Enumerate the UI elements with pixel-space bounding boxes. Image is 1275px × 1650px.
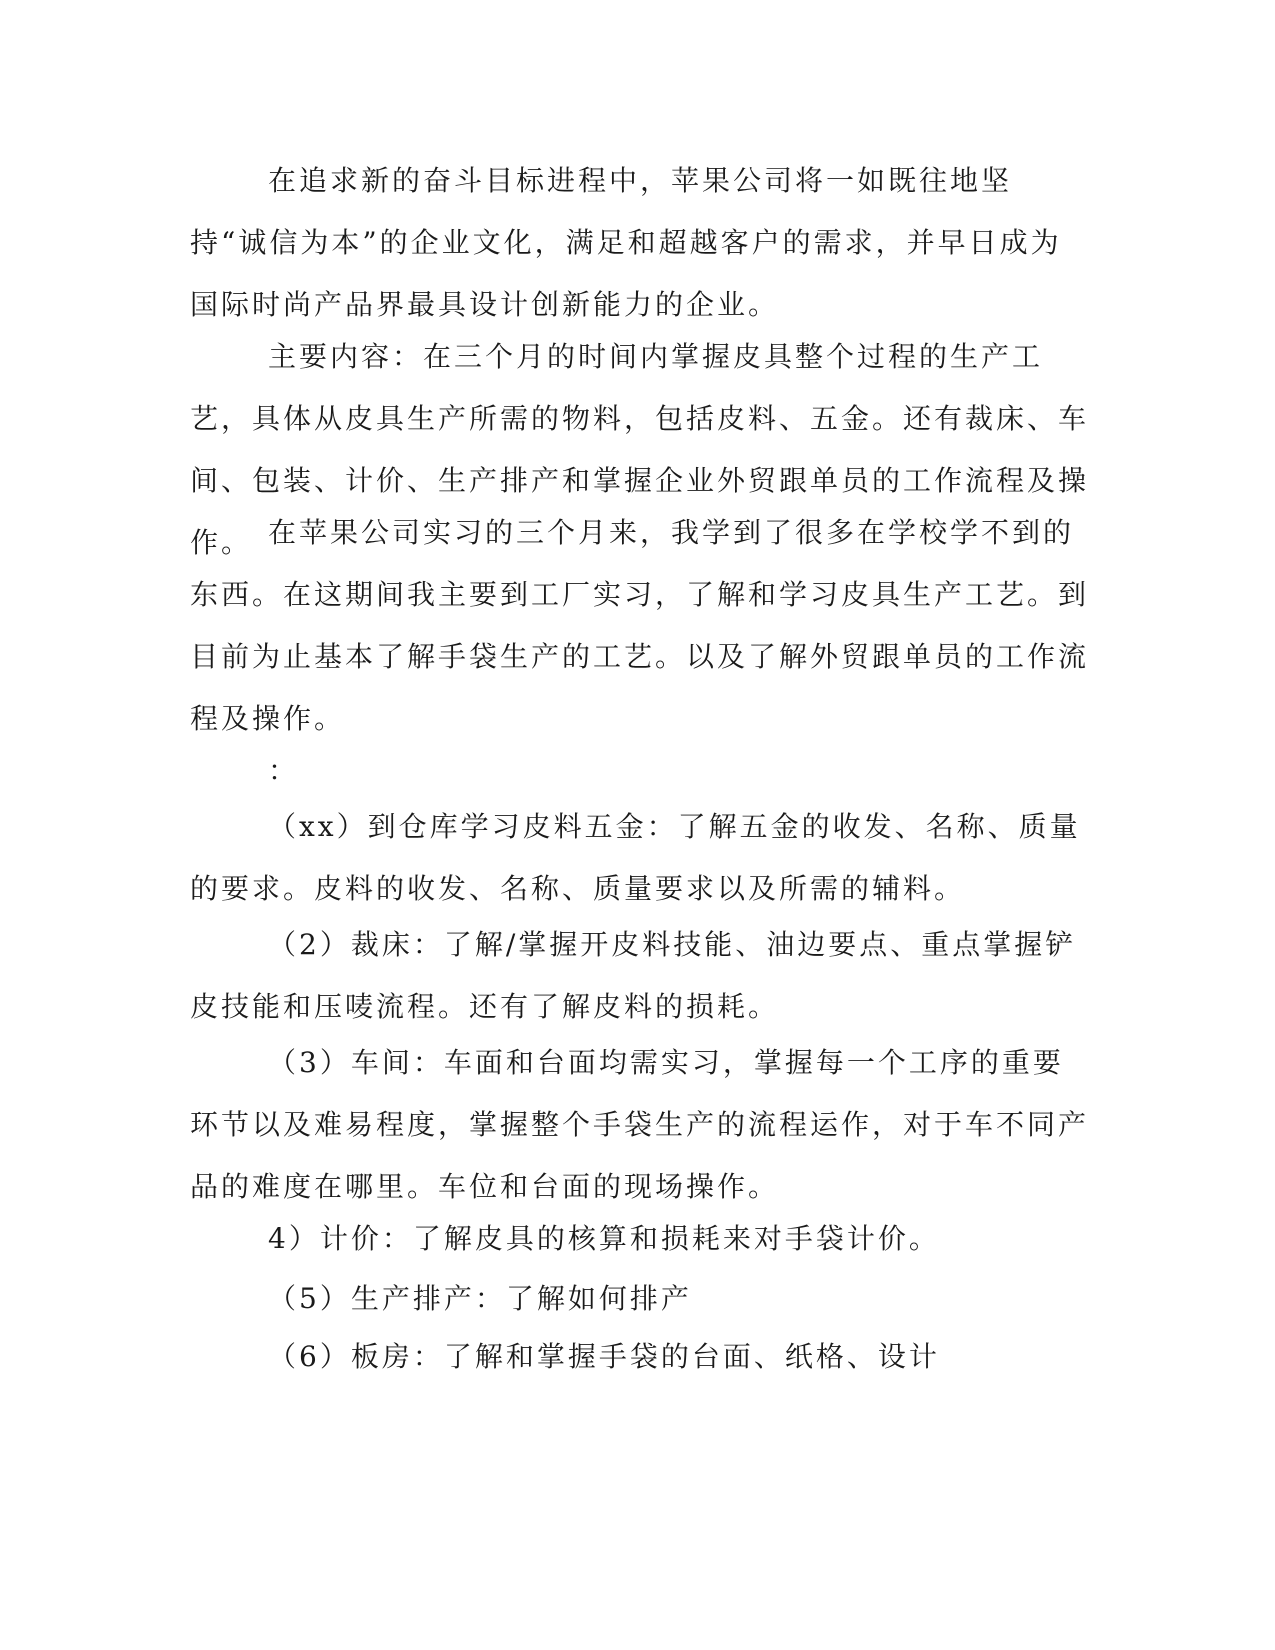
paragraph-internship-summary: 在苹果公司实习的三个月来，我学到了很多在学校学不到的东西。在这期间我主要到工厂实习，了解和学习皮具生产工艺。到目前为止基本了解手袋生产的工艺。以及了解外贸跟单员的工作流程及操作。	[190, 516, 1090, 735]
paragraph-pricing: 4）计价：了解皮具的核算和损耗来对手袋计价。	[268, 1222, 940, 1255]
paragraph-colon: ：	[268, 754, 300, 787]
paragraph-workshop: （3）车间：车面和台面均需实习，掌握每一个工序的重要环节以及难易程度，掌握整个手袋生产的流程运作，对于车不同产品的难度在哪里。车位和台面的现场操作。	[190, 1046, 1090, 1203]
paragraph-goal: 在追求新的奋斗目标进程中，苹果公司将一如既往地坚持“诚信为本”的企业文化，满足和超越客户的需求，并早日成为国际时尚产品界最具设计创新能力的企业。	[190, 164, 1062, 321]
paragraph-sample-room: （6）板房：了解和掌握手袋的台面、纸格、设计	[268, 1340, 940, 1373]
paragraph-cutting: （2）裁床：了解/掌握开皮料技能、油边要点、重点掌握铲皮技能和压唛流程。还有了解皮料的损耗。	[190, 928, 1077, 1023]
paragraph-main-content: 主要内容：在三个月的时间内掌握皮具整个过程的生产工艺，具体从皮具生产所需的物料，包括皮料、五金。还有裁床、车间、包装、计价、生产排产和掌握企业外贸跟单员的工作流程及操作。	[190, 340, 1090, 559]
paragraph-warehouse: （xx）到仓库学习皮料五金：了解五金的收发、名称、质量的要求。皮料的收发、名称、质量要求以及所需的辅料。	[190, 810, 1081, 905]
paragraph-scheduling: （5）生产排产：了解如何排产	[268, 1282, 692, 1315]
